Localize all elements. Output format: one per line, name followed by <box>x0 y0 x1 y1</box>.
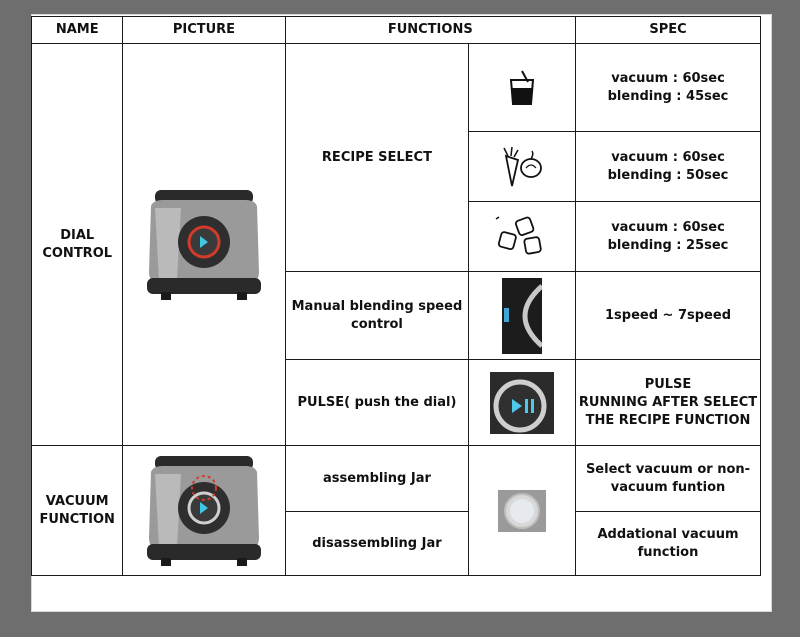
ice-cell <box>469 202 576 272</box>
disassembling-jar-spec: Addational vacuum function <box>576 512 761 576</box>
manual-spec: 1speed ~ 7speed <box>576 272 761 360</box>
vegetables-cell <box>469 132 576 202</box>
header-spec: SPEC <box>576 17 761 44</box>
juice-spec: vacuum : 60sec blending : 45sec <box>576 44 761 132</box>
table-row <box>32 44 761 132</box>
juice-glass-icon <box>502 68 542 108</box>
ice-spec: vacuum : 60sec blending : 25sec <box>576 202 761 272</box>
recipe-select-label: RECIPE SELECT <box>285 44 469 272</box>
dial-closeup-image <box>502 278 542 354</box>
dial-control-picture <box>123 44 285 446</box>
header-functions: FUNCTIONS <box>285 17 576 44</box>
disassembling-jar-label: disassembling Jar <box>285 512 469 576</box>
ice-cubes-icon <box>492 213 552 261</box>
vacuum-button-cell <box>469 446 576 576</box>
assembling-jar-label: assembling Jar <box>285 446 469 512</box>
juice-cell <box>469 44 576 132</box>
table-row <box>32 446 761 512</box>
header-name: NAME <box>32 17 123 44</box>
manual-label: Manual blending speed control <box>285 272 469 360</box>
vegetables-icon <box>498 144 546 190</box>
blender-front-image <box>141 186 267 304</box>
manual-image-cell <box>469 272 576 360</box>
vegetables-spec: vacuum : 60sec blending : 50sec <box>576 132 761 202</box>
blender-vacuum-image <box>141 452 267 570</box>
header-row <box>32 17 761 44</box>
pulse-button-image <box>490 372 554 434</box>
vacuum-button-image <box>498 490 546 532</box>
spec-table <box>31 16 761 576</box>
pulse-spec: PULSE RUNNING AFTER SELECT THE RECIPE FUNCTION <box>576 360 761 446</box>
pulse-image-cell <box>469 360 576 446</box>
dial-control-name: DIAL CONTROL <box>32 44 123 446</box>
pulse-label: PULSE( push the dial) <box>285 360 469 446</box>
assembling-jar-spec: Select vacuum or non- vacuum funtion <box>576 446 761 512</box>
vacuum-function-picture <box>123 446 285 576</box>
vacuum-function-name: VACUUM FUNCTION <box>32 446 123 576</box>
header-picture: PICTURE <box>123 17 285 44</box>
